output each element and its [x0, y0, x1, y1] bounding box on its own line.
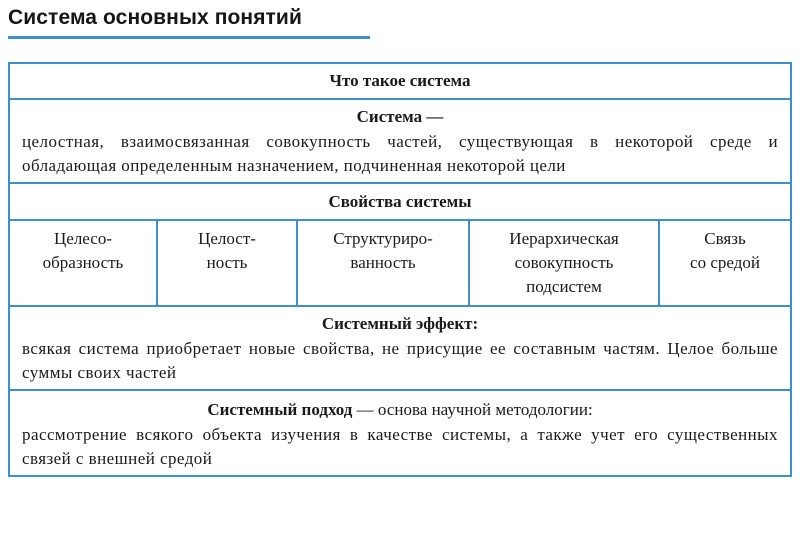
properties-row: [10, 221, 790, 307]
system-effect-section: [10, 307, 790, 391]
property-environment-link: Связь со средой: [690, 229, 760, 272]
system-approach-header: [10, 391, 790, 421]
system-effect-definition: всякая система приобретает новые свойства, не присущие ее составным частям. Целое больше суммы своих частей: [22, 339, 778, 382]
property-hierarchy: Иерархическая совокупность подсистем: [470, 221, 660, 305]
properties-title: Свойства системы: [10, 184, 790, 221]
property-purposefulness: Целесо- образность: [10, 221, 158, 305]
system-approach-subtitle: — основа научной методологии:: [352, 400, 593, 419]
page-title: Система основных понятий: [8, 6, 302, 29]
system-approach-section: [10, 391, 790, 475]
system-approach-definition: рассмотрение всякого объекта изучения в качестве системы, а также учет его существенных связей с внешней средой: [22, 425, 778, 468]
system-effect-term: Системный эффект:: [321, 314, 479, 333]
system-definition: целостная, взаимосвязанная совокупность частей, существующая в некоторой среде и обладающая определенным назначением, подчиненная некоторой цели: [22, 132, 778, 175]
property-structuredness: Структуриро- ванность: [298, 221, 470, 305]
system-term: Система —: [356, 107, 444, 126]
title-underline: [8, 36, 370, 39]
property-integrity: Целост- ность: [158, 221, 298, 305]
system-definition-section: [10, 100, 790, 184]
system-approach-term: Системный подход: [207, 400, 353, 419]
what-is-system-header: Что такое система: [10, 64, 790, 100]
concepts-table: [8, 62, 792, 477]
